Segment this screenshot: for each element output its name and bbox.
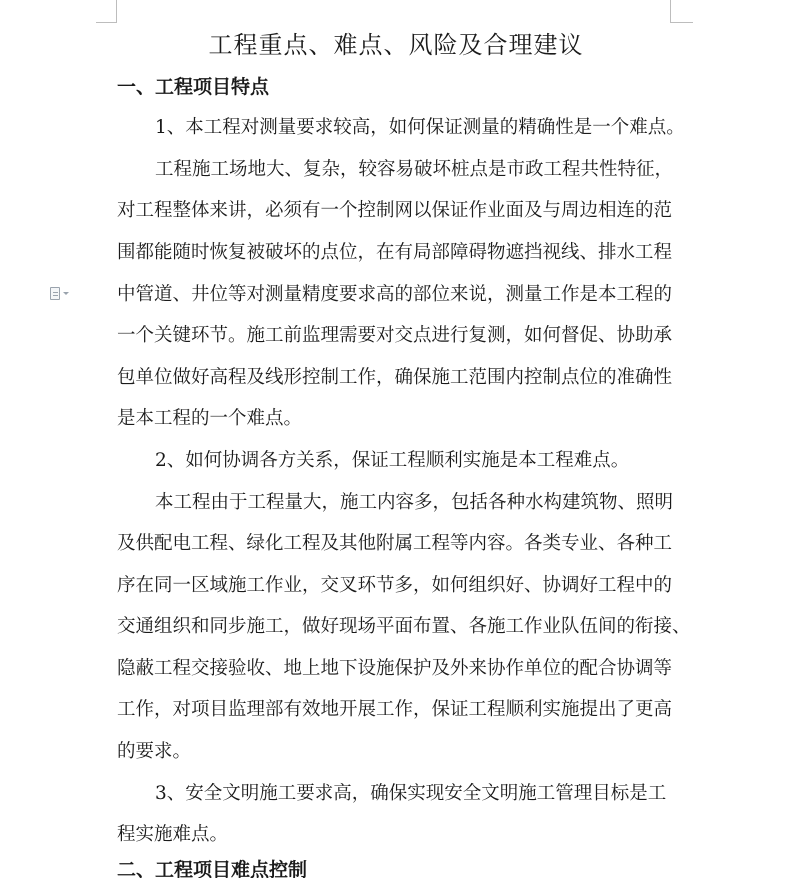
paragraph-line: 工程施工场地大、复杂，较容易破坏桩点是市政工程共性特征， [155, 159, 674, 180]
paragraph-line: 工作，对项目监理部有效地开展工作，保证工程顺利实施提出了更高 [117, 699, 673, 720]
paragraph-line: 一个关键环节。施工前监理需要对交点进行复测，如何督促、协助承 [117, 325, 673, 346]
paragraph-line: 隐蔽工程交接验收、地上地下设施保护及外来协作单位的配合协调等 [117, 658, 673, 679]
paragraph-line: 及供配电工程、绿化工程及其他附属工程等内容。各类专业、各种工 [117, 533, 673, 554]
paragraph-line: 围都能随时恢复被破坏的点位，在有局部障碍物遮挡视线、排水工程 [117, 242, 673, 263]
paragraph-line: 程实施难点。 [117, 824, 229, 845]
paragraph-line: 本工程由于工程量大，施工内容多，包括各种水构建筑物、照明 [155, 492, 674, 513]
section-heading-1: 一、工程项目特点 [117, 76, 270, 98]
section-heading-2: 二、工程项目难点控制 [117, 859, 308, 878]
paragraph-line: 包单位做好高程及线形控制工作，确保施工范围内控制点位的准确性 [117, 367, 673, 388]
chevron-down-icon [63, 292, 69, 295]
paragraph-line: 1、本工程对测量要求较高，如何保证测量的精确性是一个难点。 [155, 117, 685, 138]
page-corner-mark-top-right [670, 0, 693, 23]
paragraph-line: 是本工程的一个难点。 [117, 408, 303, 429]
document-title: 工程重点、难点、风险及合理建议 [208, 31, 584, 59]
paragraph-line: 对工程整体来讲，必须有一个控制网以保证作业面及与周边相连的范 [117, 200, 673, 221]
paragraph-line: 的要求。 [117, 741, 192, 762]
paragraph-menu-button[interactable] [50, 285, 78, 301]
paragraph-line: 2、如何协调各方关系，保证工程顺利实施是本工程难点。 [155, 450, 630, 471]
paragraph-line: 序在同一区域施工作业，交叉环节多，如何组织好、协调好工程中的 [117, 575, 673, 596]
document-icon [50, 287, 60, 300]
paragraph-line: 中管道、井位等对测量精度要求高的部位来说，测量工作是本工程的 [117, 284, 673, 305]
paragraph-line: 3、安全文明施工要求高，确保实现安全文明施工管理目标是工 [155, 783, 667, 804]
page-corner-mark-top-left [96, 0, 117, 23]
paragraph-line: 交通组织和同步施工，做好现场平面布置、各施工作业队伍间的衔接、 [117, 616, 691, 637]
